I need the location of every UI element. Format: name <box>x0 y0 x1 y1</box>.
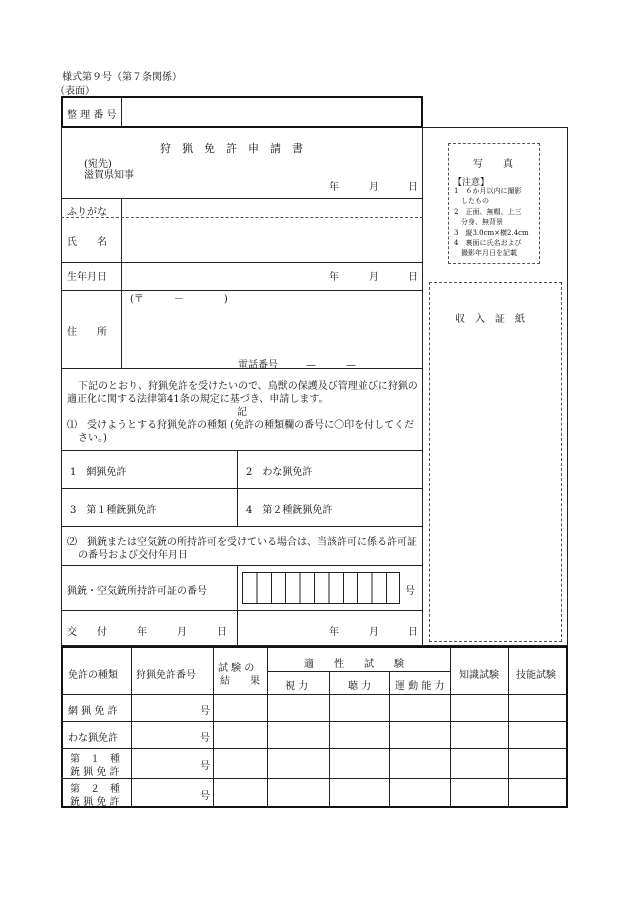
item2-line1: ⑵ 猟銃または空気銃の所持許可を受けている場合は、当該許可に係る許可証 <box>67 537 417 548</box>
th-motor: 運 動 能 力 <box>395 681 445 692</box>
photo-note-6: 4 裏面に氏名および <box>454 239 522 247</box>
permit-label: 猟銃・空気銃所持許可証の番号 <box>67 586 207 597</box>
photo-note-2: したもの <box>454 197 489 205</box>
th-vision: 視 力 <box>285 681 309 692</box>
th-license-type: 免許の種類 <box>68 670 118 681</box>
photo-note-7: 撮影年月日を記載 <box>454 249 517 257</box>
birth-label: 生年月日 <box>67 272 107 283</box>
phone-label: 電話番号 <box>238 360 278 371</box>
row-type: 網 猟 免 許 <box>68 706 118 717</box>
th-license-number: 狩猟免許番号 <box>136 670 196 681</box>
row-type-line1: 第 ２ 種 <box>70 784 120 795</box>
address-label: 住 所 <box>67 327 107 338</box>
form-title: 狩 猟 免 許 申 請 書 <box>160 142 303 155</box>
row-suffix: 号 <box>200 706 210 717</box>
revenue-stamp-box <box>429 282 562 642</box>
application-year: 年 <box>329 182 339 193</box>
issue-year: 年 <box>329 627 339 638</box>
th-result-top: 試 験 の <box>218 663 255 674</box>
photo-title: 写 真 <box>473 159 513 170</box>
row-suffix: 号 <box>200 733 210 744</box>
revenue-stamp-title: 収 入 証 紙 <box>455 314 525 325</box>
name-field[interactable] <box>122 218 421 261</box>
photo-note-1: 1 ６か月以内に撮影 <box>454 187 522 195</box>
row-type: わな猟免許 <box>68 733 118 744</box>
item1-line2: さい。) <box>78 433 107 444</box>
addressee-line1: (宛先) <box>84 159 112 170</box>
row-type-line1: 第 １ 種 <box>70 754 120 765</box>
application-day: 日 <box>408 182 418 193</box>
row-suffix: 号 <box>200 761 210 772</box>
application-month: 月 <box>369 182 379 193</box>
name-label: 氏 名 <box>67 237 107 248</box>
item1-line1: ⑴ 受けようとする狩猟免許の種類 (免許の種類欄の番号に〇印を付してくだ <box>67 420 415 431</box>
row-type-line2: 銃 猟 免 許 <box>70 797 120 808</box>
issue-day: 日 <box>408 627 418 638</box>
phone-separator: — — <box>306 360 356 371</box>
photo-note-3: 2 正面、無帽、上三 <box>454 208 522 216</box>
th-skill: 技能試験 <box>516 670 556 681</box>
addressee-line2: 滋賀県知事 <box>84 170 134 181</box>
furigana-label: ふりがな <box>67 207 107 218</box>
th-aptitude: 適 性 試 験 <box>304 659 404 670</box>
photo-note-5: 3 縦3.0cm×横2.4cm <box>454 229 529 237</box>
birth-day: 日 <box>408 272 418 283</box>
seiri-field[interactable] <box>122 98 421 126</box>
license-type-3[interactable]: 3 第１種銃猟免許 <box>70 505 157 516</box>
permit-number-cells[interactable] <box>242 572 400 604</box>
license-type-4[interactable]: 4 第２種銃猟免許 <box>246 505 333 516</box>
issue-label: 交 付 年 月 日 <box>67 627 227 638</box>
photo-note-head: 【注意】 <box>453 178 490 188</box>
row-suffix: 号 <box>200 791 210 802</box>
row-type-line2: 銃 猟 免 許 <box>70 767 120 778</box>
form-number: 様式第９号（第７条関係） <box>62 72 182 83</box>
issue-month: 月 <box>369 627 379 638</box>
th-hearing: 聴 力 <box>348 681 372 692</box>
license-type-2[interactable]: 2 わな猟免許 <box>246 467 313 478</box>
item2-line2: の番号および交付年月日 <box>78 550 188 561</box>
license-type-1[interactable]: 1 網猟免許 <box>70 467 127 478</box>
permit-suffix: 号 <box>405 586 415 597</box>
th-result-bottom: 結 果 <box>220 676 260 687</box>
birth-year: 年 <box>329 272 339 283</box>
th-knowledge: 知識試験 <box>459 670 499 681</box>
postal-code[interactable]: (〒 － ) <box>130 294 228 305</box>
birth-month: 月 <box>369 272 379 283</box>
seiri-label: 整 理 番 号 <box>67 110 117 121</box>
side-label: （表面） <box>55 86 95 97</box>
declaration-line2: 適正化に関する法律第41条の規定に基づき、申請します。 <box>67 394 329 405</box>
ki-label: 記 <box>237 407 247 418</box>
photo-note-4: 分身、無背景 <box>454 218 503 226</box>
declaration-line1: 下記のとおり、狩猟免許を受けたいので、鳥獣の保護及び管理並びに狩猟の <box>78 381 418 392</box>
furigana-field[interactable] <box>122 199 421 216</box>
